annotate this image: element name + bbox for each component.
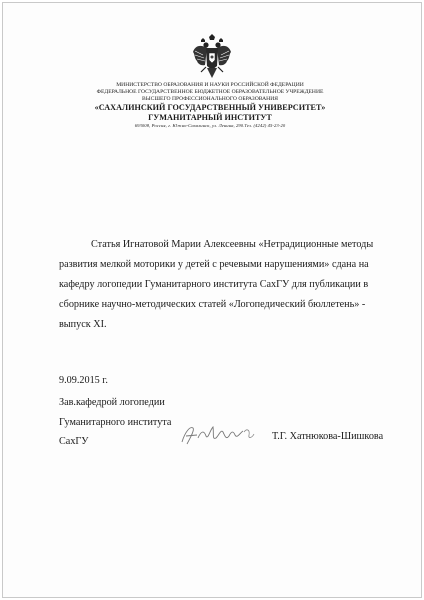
signer-name: Т.Г. Хатнюкова-Шишкова [272,431,384,442]
education-level-line: ВЫСШЕГО ПРОФЕССИОНАЛЬНОГО ОБРАЗОВАНИЯ [142,96,278,102]
body-text-line: выпуск XI. [59,319,107,330]
body-text-line: Статья Игнатовой Марии Алексеевны «Нетрадиционные методы [91,239,374,250]
ministry-line: МИНИСТЕРСТВО ОБРАЗОВАНИЯ И НАУКИ РОССИЙСКОЙ ФЕДЕРАЦИИ [116,82,304,88]
body-text-line: развития мелкой моторики у детей с речевыми нарушениями» сдана на [59,259,369,270]
body-text-line: сборнике научно-методических статей «Логопедический бюллетень» - [59,299,366,310]
signatory-title-line: СахГУ [59,436,89,447]
university-name: «САХАЛИНСКИЙ ГОСУДАРСТВЕННЫЙ УНИВЕРСИТЕТ» [94,103,326,112]
document-date: 9.09.2015 г. [59,375,108,386]
handwritten-signature [178,418,256,448]
body-text-line: кафедру логопедии Гуманитарного института СахГУ для публикации в [59,279,369,290]
institution-type-line: ФЕДЕРАЛЬНОЕ ГОСУДАРСТВЕННОЕ БЮДЖЕТНОЕ ОБРАЗОВАТЕЛЬНОЕ УЧРЕЖДЕНИЕ [96,89,324,95]
address-line: 693008, Россия, г. Южно-Сахалинск, ул. Ленина, 290.Тел. (4242) 45-23-20 [134,123,286,128]
institute-name: ГУМАНИТАРНЫЙ ИНСТИТУТ [148,113,272,122]
signatory-title-line: Зав.кафедрой логопедии [59,397,165,408]
coat-of-arms-emblem-icon [192,34,232,80]
signatory-title-line: Гуманитарного института [59,417,172,428]
